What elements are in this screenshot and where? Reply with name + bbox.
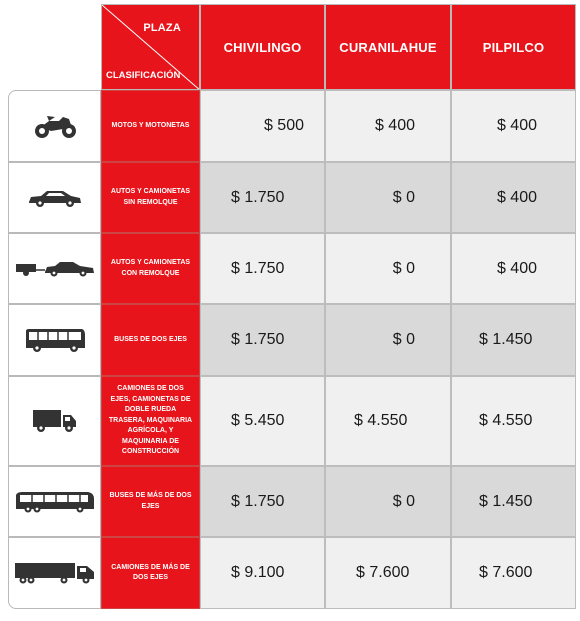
row-label: MOTOS Y MOTONETAS (101, 90, 200, 162)
cell-pilpilco: $ 1.450 (451, 304, 576, 376)
car-with-trailer-icon (15, 260, 95, 278)
row-icon-cell (8, 304, 101, 376)
cell-chivilingo: $ 5.450 (200, 376, 325, 466)
cell-pilpilco: $ 7.600 (451, 537, 576, 609)
coach-bus-icon (14, 490, 96, 514)
truck-icon (32, 408, 78, 434)
cell-pilpilco: $ 400 (451, 233, 576, 304)
row-icon-cell (8, 233, 101, 304)
cell-chivilingo: $ 500 (200, 90, 325, 162)
cell-curanilahue: $ 4.550 (325, 376, 451, 466)
car-icon (27, 188, 83, 208)
cell-chivilingo: $ 1.750 (200, 162, 325, 233)
cell-chivilingo: $ 9.100 (200, 537, 325, 609)
row-icon-cell (8, 162, 101, 233)
cell-chivilingo: $ 1.750 (200, 304, 325, 376)
row-icon-cell (8, 466, 101, 537)
cell-curanilahue: $ 7.600 (325, 537, 451, 609)
row-label: BUSES DE MÁS DE DOS EJES (101, 466, 200, 537)
row-label: AUTOS Y CAMIONETAS CON REMOLQUE (101, 233, 200, 304)
row-label: CAMIONES DE DOS EJES, CAMIONETAS DE DOBLE RUEDA TRASERA, MAQUINARIA AGRÍCOLA, Y MAQUINARIA DE CONSTRUCCIÓN (101, 376, 200, 466)
bus-icon (24, 327, 86, 353)
row-icon-cell (8, 376, 101, 466)
cell-curanilahue: $ 0 (325, 233, 451, 304)
cell-curanilahue: $ 0 (325, 466, 451, 537)
cell-chivilingo: $ 1.750 (200, 466, 325, 537)
semi-truck-icon (14, 560, 96, 586)
cell-curanilahue: $ 0 (325, 162, 451, 233)
column-header-pilpilco: PILPILCO (451, 4, 576, 90)
cell-curanilahue: $ 400 (325, 90, 451, 162)
header-corner-cell (101, 4, 200, 90)
cell-pilpilco: $ 1.450 (451, 466, 576, 537)
row-icon-cell (8, 90, 101, 162)
cell-curanilahue: $ 0 (325, 304, 451, 376)
cell-chivilingo: $ 1.750 (200, 233, 325, 304)
motorcycle-icon (33, 113, 77, 139)
cell-pilpilco: $ 4.550 (451, 376, 576, 466)
clasificacion-label: CLASIFICACIÓN (106, 70, 181, 81)
row-label: BUSES DE DOS EJES (101, 304, 200, 376)
row-label: AUTOS Y CAMIONETAS SIN REMOLQUE (101, 162, 200, 233)
cell-pilpilco: $ 400 (451, 90, 576, 162)
column-header-chivilingo: CHIVILINGO (200, 4, 325, 90)
cell-pilpilco: $ 400 (451, 162, 576, 233)
row-icon-cell (8, 537, 101, 609)
column-header-curanilahue: CURANILAHUE (325, 4, 451, 90)
row-label: CAMIONES DE MÁS DE DOS EJES (101, 537, 200, 609)
plaza-label: PLAZA (143, 22, 181, 34)
